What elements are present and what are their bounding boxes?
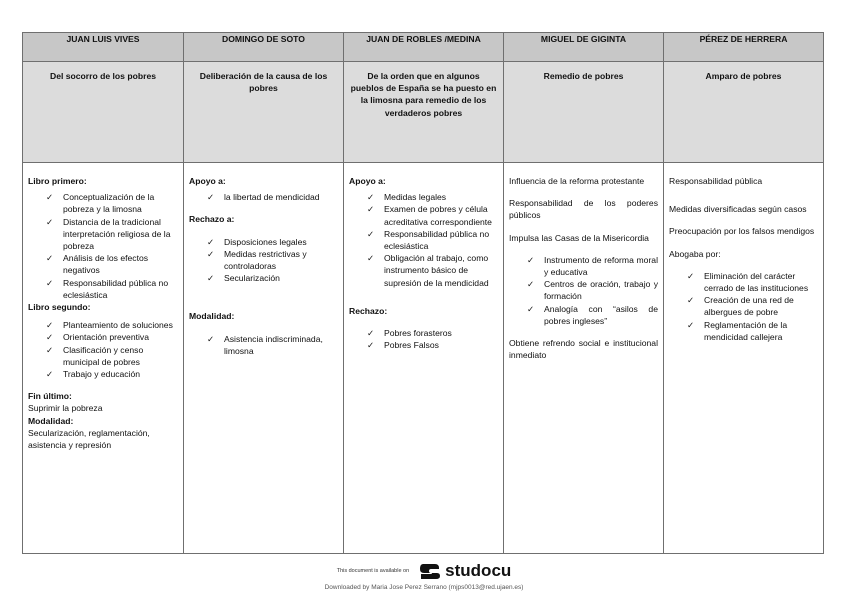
check-list <box>189 191 338 203</box>
availability-text: This document is available on <box>336 568 410 574</box>
check-icon: ✓ <box>527 279 535 290</box>
section-label: Libro primero: <box>28 176 87 186</box>
body-text: Suprimir la pobreza <box>28 403 103 414</box>
body-text: Abogaba por: <box>669 248 721 259</box>
check-icon: ✓ <box>367 328 375 339</box>
check-list <box>669 270 818 343</box>
body-text: Influencia de la reforma protestante <box>509 176 645 186</box>
check-list <box>28 191 178 301</box>
title-soto: Deliberación de la causa de los pobres <box>184 62 344 163</box>
download-credit: Downloaded by Maria Jose Perez Serrano (mjps0013@red.ujaen.es) <box>324 584 524 591</box>
availability-notice <box>0 560 848 582</box>
check-list <box>509 254 658 327</box>
check-icon: ✓ <box>367 192 375 203</box>
studocu-logo-icon <box>419 562 441 580</box>
check-list <box>28 319 178 380</box>
list-item: ✓ Centros de oración, trabajo y formación <box>527 279 658 302</box>
content-robles <box>344 163 504 554</box>
header-soto: DOMINGO DE SOTO <box>184 33 344 62</box>
body-text: Responsabilidad pública <box>669 176 763 186</box>
list-item: ✓ Reglamentación de la mendicidad callejera <box>687 319 788 342</box>
check-icon: ✓ <box>207 236 215 247</box>
check-list <box>349 327 498 351</box>
title-herrera: Amparo de pobres <box>664 62 824 163</box>
section-label: Fin último: <box>28 391 72 402</box>
title-giginta: Remedio de pobres <box>504 62 664 163</box>
list-item: ✓ Obligación al trabajo, como instrumento básico de supresión de la mendicidad <box>367 253 489 288</box>
check-list <box>189 236 338 285</box>
check-icon: ✓ <box>367 204 375 215</box>
body-text: Secularización, reglamentación, asistencia y represión <box>28 427 150 451</box>
header-herrera: PÉREZ DE HERRERA <box>664 33 824 62</box>
body-text: Medidas diversificadas según casos <box>669 204 807 215</box>
check-icon: ✓ <box>46 216 54 227</box>
list-item: ✓ Medidas legales <box>367 192 447 203</box>
content-giginta <box>504 163 664 554</box>
list-item: ✓ Análisis de los efectos negativos <box>46 253 149 276</box>
content-vives <box>23 163 184 554</box>
check-icon: ✓ <box>207 273 215 284</box>
body-text: Preocupación por los falsos mendigos <box>669 226 815 237</box>
body-text: Obtiene refrendo social e institucional inmediato <box>509 338 658 361</box>
header-vives: JUAN LUIS VIVES <box>23 33 184 62</box>
list-item: ✓ Conceptualización de la pobreza y la limosna <box>46 192 155 215</box>
list-item: ✓ Pobres Falsos <box>367 340 439 351</box>
content-herrera <box>664 163 824 554</box>
section-label: Rechazo a: <box>189 214 235 225</box>
brand-name: studocu <box>445 561 512 580</box>
check-icon: ✓ <box>367 340 375 351</box>
content-row <box>23 163 824 554</box>
section-label: Apoyo a: <box>349 176 386 186</box>
list-item: ✓ Distancia de la tradicional interpretación religiosa de la pobreza <box>46 216 171 252</box>
list-item: ✓ Responsabilidad pública no eclesiástica <box>46 277 169 300</box>
check-icon: ✓ <box>46 192 54 203</box>
list-item: ✓ Creación de una red de albergues de pobre <box>687 295 794 318</box>
body-text: Impulsa las Casas de la Misericordia <box>509 232 649 243</box>
check-list <box>349 191 498 289</box>
list-item: ✓ Examen de pobres y célula acreditativa correspondiente <box>367 204 492 227</box>
check-icon: ✓ <box>46 344 54 355</box>
header-giginta: MIGUEL DE GIGINTA <box>504 33 664 62</box>
list-item: ✓ Planteamiento de soluciones <box>46 320 173 331</box>
check-icon: ✓ <box>527 254 535 265</box>
check-list <box>189 333 338 357</box>
check-icon: ✓ <box>207 333 215 344</box>
list-item: ✓ Disposiciones legales <box>207 236 307 247</box>
header-row <box>23 33 824 62</box>
check-icon: ✓ <box>527 303 535 314</box>
check-icon: ✓ <box>46 332 54 343</box>
title-vives: Del socorro de los pobres <box>23 62 184 163</box>
check-icon: ✓ <box>46 277 54 288</box>
list-item: ✓ Pobres forasteros <box>367 328 452 339</box>
section-label: Rechazo: <box>349 305 388 316</box>
list-item: ✓ Asistencia indiscriminada, limosna <box>207 333 323 356</box>
content-soto <box>184 163 344 554</box>
check-icon: ✓ <box>687 270 695 281</box>
check-icon: ✓ <box>46 369 54 380</box>
check-icon: ✓ <box>207 248 215 259</box>
title-robles: De la orden que en algunos pueblos de España se ha puesto en la limosna para remedio de los verdaderos pobres <box>344 62 504 163</box>
list-item: ✓ Eliminación del carácter cerrado de las instituciones <box>687 270 809 294</box>
body-text: Responsabilidad de los poderes públicos <box>509 198 658 221</box>
list-item: ✓ Instrumento de reforma moral y educativa <box>527 254 658 278</box>
list-item: ✓ Clasificación y censo municipal de pobres <box>46 344 144 367</box>
section-label: Modalidad: <box>28 415 74 426</box>
list-item: ✓ Secularización <box>207 273 280 284</box>
studocu-logo[interactable] <box>419 561 511 581</box>
check-icon: ✓ <box>687 319 695 330</box>
section-label: Modalidad: <box>189 311 235 322</box>
list-item: ✓ la libertad de mendicidad <box>207 192 320 203</box>
title-row <box>23 62 824 163</box>
check-icon: ✓ <box>207 192 215 203</box>
check-icon: ✓ <box>687 295 695 306</box>
list-item: ✓ Analogía con “asilos de pobres ingleses” <box>527 303 658 326</box>
check-icon: ✓ <box>367 228 375 239</box>
list-item: ✓ Trabajo y educación <box>46 369 141 380</box>
check-icon: ✓ <box>46 253 54 264</box>
list-item: ✓ Medidas restrictivas y controladoras <box>207 248 307 272</box>
section-label: Apoyo a: <box>189 176 226 186</box>
section-label: Libro segundo: <box>28 302 91 313</box>
comparison-table <box>22 32 824 554</box>
check-icon: ✓ <box>367 253 375 264</box>
list-item: ✓ Orientación preventiva <box>46 332 149 343</box>
list-item: ✓ Responsabilidad pública no eclesiástica <box>367 228 490 252</box>
header-robles: JUAN DE ROBLES /MEDINA <box>344 33 504 62</box>
check-icon: ✓ <box>46 320 54 331</box>
